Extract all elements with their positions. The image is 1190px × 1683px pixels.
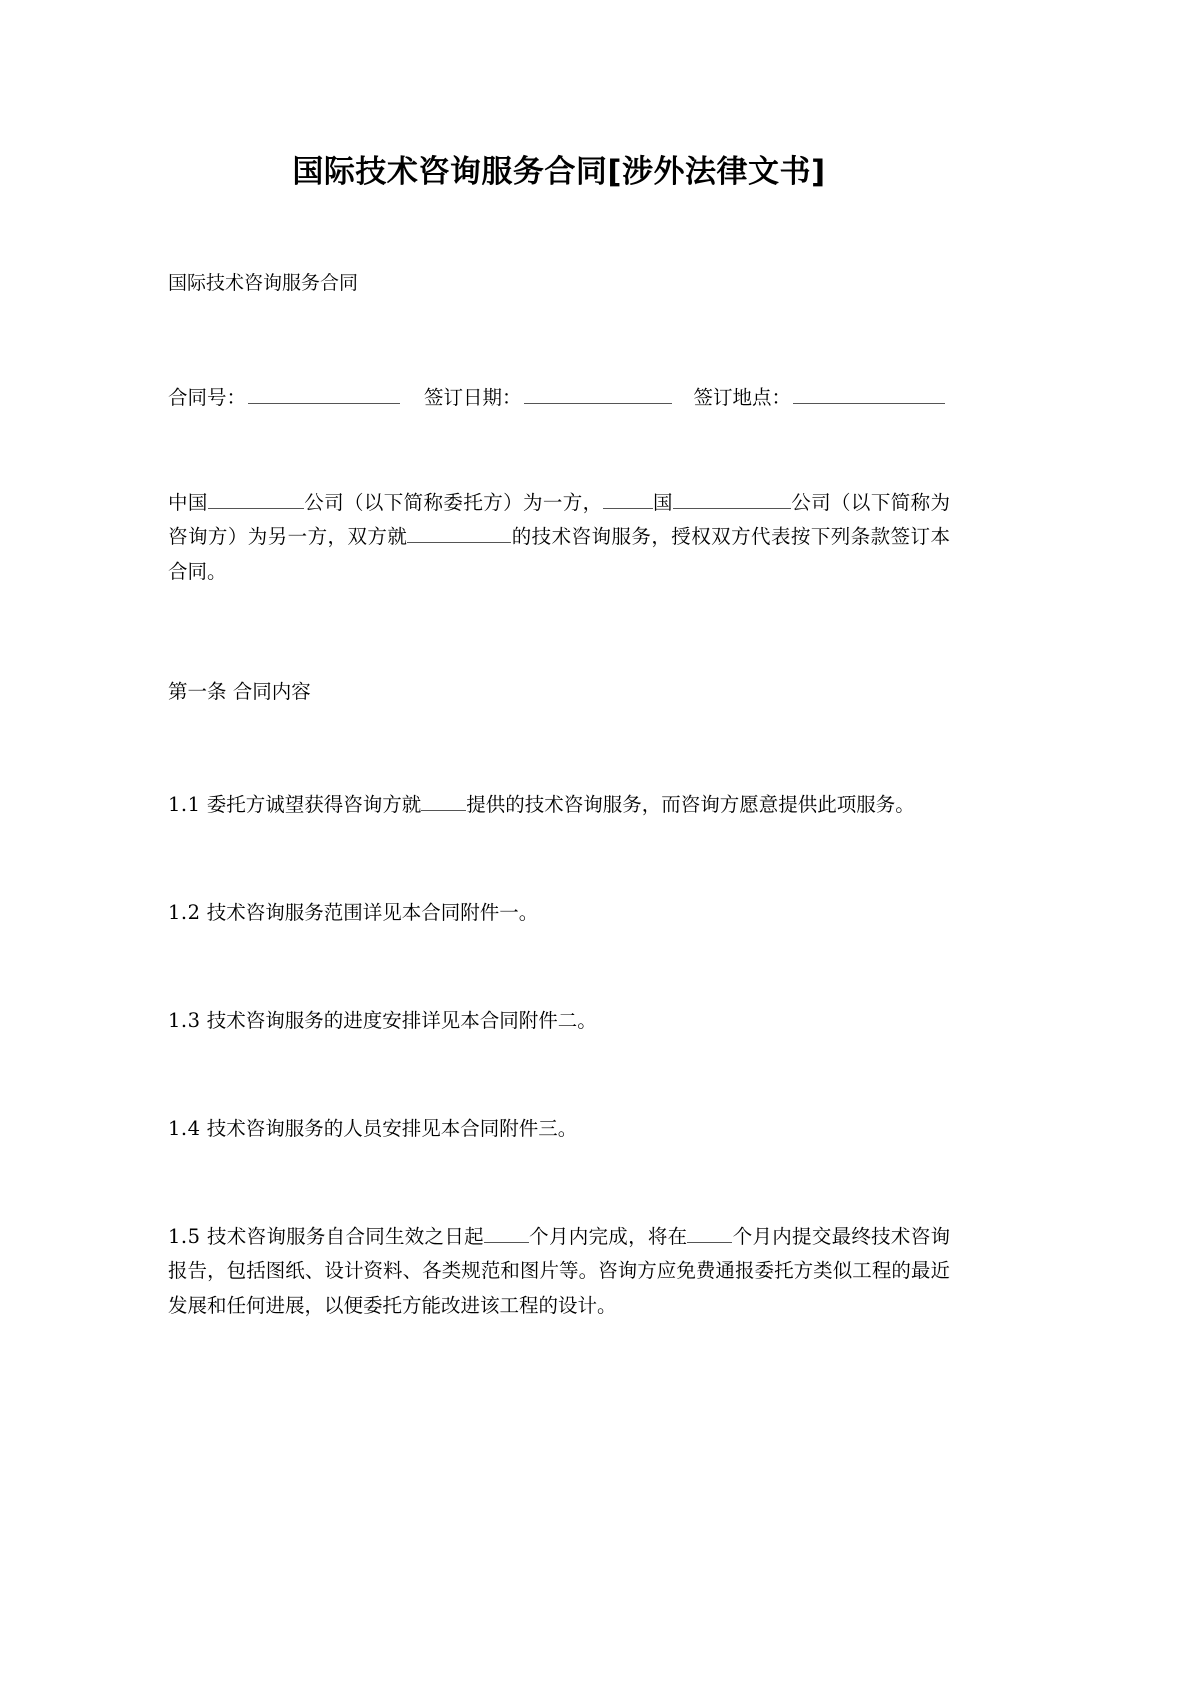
clause-1-5-text-mid: 个月内完成，将在 bbox=[528, 1225, 688, 1249]
clause-1-5-text-before: 技术咨询服务自合同生效之日起 bbox=[207, 1225, 484, 1249]
clause-1-5-number: 1.5 bbox=[168, 1225, 201, 1249]
intro-blank-4[interactable] bbox=[407, 523, 511, 544]
document-subtitle: 国际技术咨询服务合同 bbox=[168, 271, 359, 294]
contract-number-blank[interactable] bbox=[248, 383, 400, 404]
page-title: 国际技术咨询服务合同[涉外法律文书] bbox=[292, 154, 826, 190]
clause-1-1-text-after: 提供的技术咨询服务，而咨询方愿意提供此项服务。 bbox=[466, 792, 915, 816]
clause-1-5-blank-1[interactable] bbox=[484, 1222, 529, 1243]
contract-number-label: 合同号： bbox=[168, 386, 247, 410]
clause-1-1-number: 1.1 bbox=[168, 792, 201, 816]
intro-text-4: 公司（以下简称为咨询方）为另一方，双方就 bbox=[168, 491, 950, 549]
clause-1-4 bbox=[168, 1038, 950, 1146]
clause-1-3-number: 1.3 bbox=[168, 1009, 201, 1033]
sign-place-blank[interactable] bbox=[793, 383, 945, 404]
clause-1-2 bbox=[168, 822, 950, 930]
clause-1-5-blank-2[interactable] bbox=[687, 1222, 732, 1243]
clause-1-5-text-after: 个月内提交最终技术咨询报告，包括图纸、设计资料、各类规范和图片等。咨询方应免费通报委托方类似工程的最近发展和任何进展，以便委托方能改进该工程的设计。 bbox=[168, 1225, 950, 1317]
intro-text-3: 国 bbox=[652, 491, 673, 515]
clause-1-4-text: 技术咨询服务的人员安排见本合同附件三。 bbox=[206, 1117, 578, 1141]
intro-text-5: 的技术咨询服务，授权双方代表按下列条款签订本合同。 bbox=[168, 525, 950, 583]
intro-blank-1[interactable] bbox=[208, 488, 304, 509]
sign-date-label: 签订日期： bbox=[424, 386, 522, 410]
clause-1-1-blank[interactable] bbox=[421, 790, 466, 811]
sign-date-blank[interactable] bbox=[524, 383, 672, 404]
clause-1-1 bbox=[168, 708, 950, 822]
sign-place-label: 签订地点： bbox=[693, 386, 792, 410]
clause-1-4-number: 1.4 bbox=[168, 1117, 201, 1141]
intro-paragraph bbox=[168, 414, 950, 588]
intro-text-1: 中国 bbox=[168, 491, 208, 515]
clause-1-5 bbox=[168, 1146, 950, 1322]
contract-info-line bbox=[168, 299, 950, 414]
clause-1-3-text: 技术咨询服务的进度安排详见本合同附件二。 bbox=[206, 1009, 597, 1033]
clause-1-1-text-before: 委托方诚望获得咨询方就 bbox=[206, 792, 422, 816]
intro-blank-2[interactable] bbox=[603, 488, 653, 509]
clause-1-2-number: 1.2 bbox=[168, 900, 201, 924]
document-content bbox=[168, 0, 950, 1323]
clause-1-2-text: 技术咨询服务范围详见本合同附件一。 bbox=[206, 900, 539, 924]
clause-1-3 bbox=[168, 930, 950, 1038]
intro-text-2: 公司（以下简称委托方）为一方， bbox=[303, 491, 603, 515]
section-heading-article-1: 第一条 合同内容 bbox=[168, 679, 311, 703]
intro-blank-3[interactable] bbox=[673, 488, 791, 509]
